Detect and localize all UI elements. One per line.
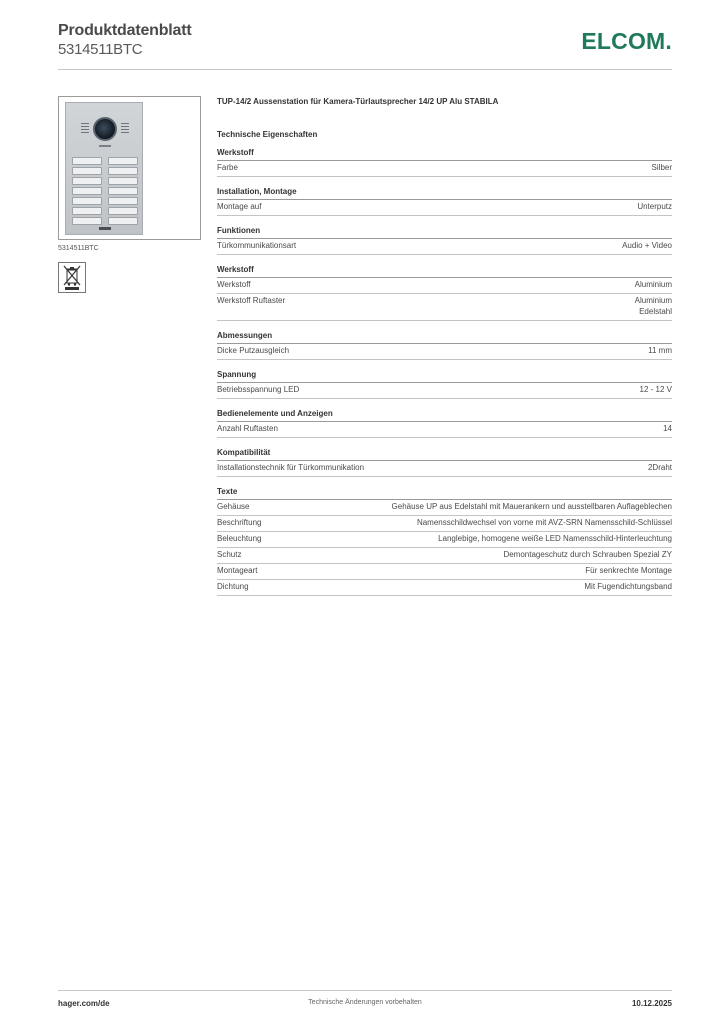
spec-section <box>217 407 672 438</box>
spec-row <box>217 294 672 321</box>
call-button-nameplate <box>108 177 138 185</box>
spec-section-title: Werkstoff <box>217 263 672 278</box>
spec-label: Gehäuse <box>217 502 250 511</box>
spec-section <box>217 224 672 255</box>
spec-value: 11 mm <box>648 346 672 355</box>
spec-label: Farbe <box>217 163 238 172</box>
weee-crossed-bin-icon <box>58 262 86 293</box>
spec-label: Anzahl Ruftasten <box>217 424 278 433</box>
spec-row <box>217 422 672 438</box>
spec-label: Beschriftung <box>217 518 262 527</box>
spec-value: 14 <box>663 424 672 433</box>
spec-table <box>217 146 672 604</box>
spec-row <box>217 239 672 255</box>
product-image <box>58 96 201 240</box>
footer-website-link[interactable]: hager.com/de <box>58 999 110 1008</box>
spec-section-title: Werkstoff <box>217 146 672 161</box>
document-product-number: 5314511BTC <box>58 41 143 58</box>
spec-label: Türkommunikationsart <box>217 241 297 250</box>
call-button-nameplate <box>72 177 102 185</box>
spec-section <box>217 329 672 360</box>
call-button-nameplate <box>72 187 102 195</box>
spec-row <box>217 344 672 360</box>
speaker-grille-right <box>121 123 129 133</box>
document-title: Produktdatenblatt <box>58 22 192 39</box>
spec-row <box>217 461 672 477</box>
call-button-nameplate <box>72 157 102 165</box>
spec-row <box>217 516 672 532</box>
call-button-nameplate <box>72 167 102 175</box>
spec-value: Unterputz <box>637 202 672 211</box>
spec-row <box>217 383 672 399</box>
spec-value: Namensschildwechsel von vorne mit AVZ-SRN Namensschild-Schlüssel <box>416 518 672 527</box>
call-button-nameplate <box>108 157 138 165</box>
spec-label: Werkstoff <box>217 280 251 289</box>
spec-value: Langlebige, homogene weiße LED Namensschild-Hinterleuchtung <box>438 534 672 543</box>
spec-row <box>217 500 672 516</box>
spec-value: Gehäuse UP aus Edelstahl mit Mauerankern und ausstellbaren Auflageblechen <box>391 502 672 511</box>
spec-section-title: Texte <box>217 485 672 500</box>
spec-row <box>217 278 672 294</box>
spec-section <box>217 485 672 596</box>
elcom-logo: ELCOM. <box>581 28 672 54</box>
footer-note: Technische Änderungen vorbehalten <box>308 999 422 1006</box>
specs-heading: Technische Eigenschaften <box>217 130 318 139</box>
spec-row <box>217 564 672 580</box>
camera-lens-icon <box>93 117 117 141</box>
spec-section <box>217 185 672 216</box>
spec-label: Montage auf <box>217 202 262 211</box>
product-image-caption: 5314511BTC <box>58 245 99 252</box>
spec-row <box>217 200 672 216</box>
spec-value: Für senkrechte Montage <box>585 566 672 575</box>
spec-value: Audio + Video <box>622 241 672 250</box>
spec-value: Demontageschutz durch Schrauben Spezial ZY <box>503 550 672 559</box>
spec-section-title: Kompatibilität <box>217 446 672 461</box>
spec-section <box>217 446 672 477</box>
call-button-nameplate <box>108 207 138 215</box>
call-button-nameplate <box>108 187 138 195</box>
spec-value: Silber <box>651 163 672 172</box>
speaker-grille-left <box>81 123 89 133</box>
call-button-nameplate <box>72 197 102 205</box>
spec-label: Betriebsspannung LED <box>217 385 300 394</box>
call-button-nameplate <box>72 207 102 215</box>
spec-label: Beleuchtung <box>217 534 262 543</box>
spec-label: Werkstoff Ruftaster <box>217 296 286 305</box>
call-button-nameplate <box>108 197 138 205</box>
spec-row <box>217 161 672 177</box>
spec-section <box>217 263 672 321</box>
spec-label: Schutz <box>217 550 242 559</box>
spec-section-title: Funktionen <box>217 224 672 239</box>
page-header <box>58 20 672 70</box>
spec-value: Aluminium <box>634 280 672 289</box>
door-station-panel <box>65 102 143 235</box>
spec-section-title: Installation, Montage <box>217 185 672 200</box>
spec-section-title: Abmessungen <box>217 329 672 344</box>
page-footer <box>58 990 672 1012</box>
spec-section-title: Bedienelemente und Anzeigen <box>217 407 672 422</box>
spec-value: Aluminium Edelstahl <box>634 296 672 316</box>
spec-label: Dichtung <box>217 582 249 591</box>
product-name: TUP-14/2 Aussenstation für Kamera-Türlautsprecher 14/2 UP Alu STABILA <box>217 97 499 106</box>
spec-value: 2Draht <box>647 463 672 472</box>
spec-value: Mit Fugendichtungsband <box>584 582 672 591</box>
spec-label: Dicke Putzausgleich <box>217 346 290 355</box>
microphone-slot <box>99 145 111 147</box>
spec-row <box>217 548 672 564</box>
spec-section-title: Spannung <box>217 368 672 383</box>
spec-row <box>217 532 672 548</box>
spec-value: 12 - 12 V <box>639 385 672 394</box>
call-button-nameplate <box>108 217 138 225</box>
panel-brand-mark <box>99 227 111 230</box>
footer-date: 10.12.2025 <box>631 999 672 1008</box>
spec-label: Montageart <box>217 566 258 575</box>
call-button-nameplate <box>72 217 102 225</box>
spec-section <box>217 146 672 177</box>
call-button-nameplate <box>108 167 138 175</box>
spec-row <box>217 580 672 596</box>
spec-section <box>217 368 672 399</box>
spec-label: Installationstechnik für Türkommunikation <box>217 463 365 472</box>
